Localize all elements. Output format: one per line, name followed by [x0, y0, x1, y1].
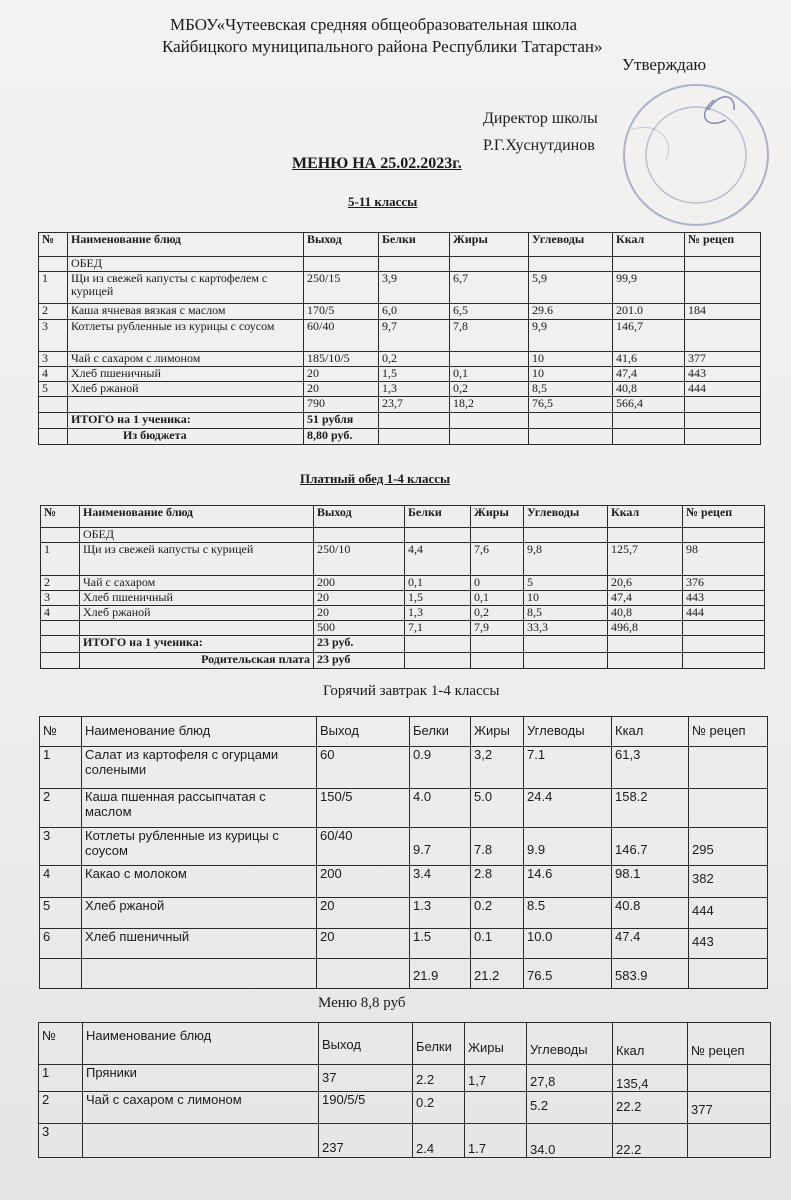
- cell: 2: [39, 1092, 83, 1124]
- col-portion: Выход: [314, 506, 405, 528]
- approve-label: Утверждаю: [622, 55, 707, 74]
- cell: 3: [41, 591, 80, 606]
- cell: 6,7: [450, 272, 529, 304]
- cell: 790: [304, 397, 379, 413]
- cell: [80, 621, 314, 636]
- cell: 158.2: [612, 789, 689, 828]
- cell: 7,9: [471, 621, 524, 636]
- cell: Хлеб ржаной: [80, 606, 314, 621]
- cell: 6,5: [450, 304, 529, 320]
- cell: 1.3: [410, 898, 471, 929]
- totals-row: [39, 397, 761, 413]
- cell: Хлеб ржаной: [82, 898, 317, 929]
- cell: 237: [319, 1124, 413, 1158]
- table-row: [41, 591, 765, 606]
- table-row: [40, 789, 768, 828]
- cell: [689, 747, 768, 789]
- cell: 146,7: [613, 320, 685, 352]
- section-label: ОБЕД: [80, 528, 314, 543]
- cell: 566,4: [613, 397, 685, 413]
- cell: 9,8: [524, 543, 608, 576]
- cell: [40, 959, 82, 989]
- cell: 250/10: [314, 543, 405, 576]
- cell: 10: [529, 367, 613, 382]
- cell: 24.4: [524, 789, 612, 828]
- table-row: [39, 1124, 771, 1158]
- col-portion: Выход: [319, 1023, 413, 1065]
- cell: [450, 352, 529, 367]
- table-row: [39, 367, 761, 382]
- cell: 185/10/5: [304, 352, 379, 367]
- cell: 22.2: [613, 1092, 688, 1124]
- cell: [688, 1065, 771, 1092]
- cell: Салат из картофеля с огурцами солеными: [82, 747, 317, 789]
- cell: 33,3: [524, 621, 608, 636]
- table-row: [41, 576, 765, 591]
- table-row: [39, 272, 761, 304]
- cell: Котлеты рубленные из курицы с соусом: [68, 320, 304, 352]
- col-fat: Жиры: [465, 1023, 527, 1065]
- cell: 444: [683, 606, 765, 621]
- hot-breakfast-caption: Горячий завтрак 1-4 классы: [323, 683, 500, 699]
- cell: 1: [40, 747, 82, 789]
- cell: 190/5/5: [319, 1092, 413, 1124]
- cell: Хлеб пшеничный: [80, 591, 314, 606]
- table-header-row: [39, 1023, 771, 1065]
- cell: 9,9: [529, 320, 613, 352]
- cell: 4: [40, 866, 82, 898]
- col-portion: Выход: [317, 717, 410, 747]
- cell: 3,2: [471, 747, 524, 789]
- parent-fee-label: Родительская плата: [80, 653, 314, 669]
- col-recipe: № рецеп: [688, 1023, 771, 1065]
- cell: 0,1: [471, 591, 524, 606]
- col-carbs: Углеводы: [529, 233, 613, 257]
- director-name: Р.Г.Хуснутдинов: [483, 137, 595, 154]
- cell: 583.9: [612, 959, 689, 989]
- cell: 443: [685, 367, 761, 382]
- col-kcal: Ккал: [613, 1023, 688, 1065]
- cell: 4,4: [405, 543, 471, 576]
- cell: 5: [39, 382, 68, 397]
- director-title: Директор школы: [483, 110, 598, 127]
- cell: Чай с сахаром: [80, 576, 314, 591]
- cell: 3,9: [379, 272, 450, 304]
- cell: 60/40: [317, 828, 410, 866]
- cell: 3: [39, 1124, 83, 1158]
- cell: 0: [471, 576, 524, 591]
- cell: 21.2: [471, 959, 524, 989]
- col-recipe: № рецеп: [683, 506, 765, 528]
- cell: 60/40: [304, 320, 379, 352]
- table-header-row: [41, 506, 765, 528]
- table-row: [39, 382, 761, 397]
- cell: 99,9: [613, 272, 685, 304]
- table-header-row: [39, 233, 761, 257]
- col-carbs: Углеводы: [524, 717, 612, 747]
- cell: 184: [685, 304, 761, 320]
- cell: Хлеб пшеничный: [82, 929, 317, 959]
- cell: 20: [314, 606, 405, 621]
- parent-fee-value: 23 руб: [314, 653, 405, 669]
- cell: 0,2: [379, 352, 450, 367]
- table-row: [39, 1065, 771, 1092]
- cell: 5: [40, 898, 82, 929]
- cell: 1,5: [405, 591, 471, 606]
- cell: 40,8: [608, 606, 683, 621]
- cell: 2.8: [471, 866, 524, 898]
- paid-lunch-caption: Платный обед 1-4 классы: [300, 471, 451, 486]
- cell: 0,1: [405, 576, 471, 591]
- cell: 47,4: [608, 591, 683, 606]
- cell: 4: [41, 606, 80, 621]
- col-carbs: Углеводы: [527, 1023, 613, 1065]
- cell: 61,3: [612, 747, 689, 789]
- table-row: [39, 320, 761, 352]
- col-dish: Наименование блюд: [83, 1023, 319, 1065]
- cell: 0.2: [471, 898, 524, 929]
- menu-88-table: [38, 1022, 771, 1158]
- col-dish: Наименование блюд: [68, 233, 304, 257]
- paid-lunch-table: [40, 505, 765, 669]
- cell: 1,3: [379, 382, 450, 397]
- cell: 7,8: [450, 320, 529, 352]
- cell: 6,0: [379, 304, 450, 320]
- section-row: [39, 257, 761, 272]
- cell: 9.9: [524, 828, 612, 866]
- cell: 3.4: [410, 866, 471, 898]
- cell: 0,1: [450, 367, 529, 382]
- cell: 3: [39, 320, 68, 352]
- cell: 8,5: [524, 606, 608, 621]
- cell: 201.0: [613, 304, 685, 320]
- cell: [689, 959, 768, 989]
- cell: 125,7: [608, 543, 683, 576]
- cell: 200: [317, 866, 410, 898]
- cell: 0.1: [471, 929, 524, 959]
- cell: 10: [529, 352, 613, 367]
- cell: 27,8: [527, 1065, 613, 1092]
- cell: 9.7: [410, 828, 471, 866]
- cell: 1,3: [405, 606, 471, 621]
- table-row: [40, 929, 768, 959]
- cell: 34.0: [527, 1124, 613, 1158]
- col-fat: Жиры: [471, 717, 524, 747]
- menu-table-5-11: [38, 232, 761, 445]
- cell: Щи из свежей капусты с курицей: [80, 543, 314, 576]
- table-row: [41, 543, 765, 576]
- cell: 10: [524, 591, 608, 606]
- table-header-row: [40, 717, 768, 747]
- cell: 98.1: [612, 866, 689, 898]
- cell: 76.5: [524, 959, 612, 989]
- cell: 60: [317, 747, 410, 789]
- col-dish: Наименование блюд: [82, 717, 317, 747]
- cell: 444: [685, 382, 761, 397]
- cell: 150/5: [317, 789, 410, 828]
- col-protein: Белки: [413, 1023, 465, 1065]
- cell: 500: [314, 621, 405, 636]
- cell: 200: [314, 576, 405, 591]
- table-row: [40, 747, 768, 789]
- cell: 5.2: [527, 1092, 613, 1124]
- menu-title: МЕНЮ НА 25.02.2023г.: [292, 155, 462, 172]
- cell: 9,7: [379, 320, 450, 352]
- cell: 0.9: [410, 747, 471, 789]
- cell: Каша пшенная рассыпчатая с маслом: [82, 789, 317, 828]
- budget-label: Из бюджета: [68, 429, 304, 445]
- cell: 2: [39, 304, 68, 320]
- col-fat: Жиры: [471, 506, 524, 528]
- col-carbs: Углеводы: [524, 506, 608, 528]
- col-protein: Белки: [410, 717, 471, 747]
- cell: 0,2: [450, 382, 529, 397]
- cell: [39, 397, 68, 413]
- school-name-line1: МБОУ«Чутеевская средняя общеобразовательная школа: [170, 15, 578, 34]
- col-protein: Белки: [405, 506, 471, 528]
- cell: 295: [689, 828, 768, 866]
- cell: 443: [683, 591, 765, 606]
- cell: 1,7: [465, 1065, 527, 1092]
- cell: 135,4: [613, 1065, 688, 1092]
- col-kcal: Ккал: [612, 717, 689, 747]
- col-recipe: № рецеп: [685, 233, 761, 257]
- col-protein: Белки: [379, 233, 450, 257]
- cell: 444: [689, 898, 768, 929]
- totals-row: [41, 621, 765, 636]
- cell: 14.6: [524, 866, 612, 898]
- cell: Хлеб ржаной: [68, 382, 304, 397]
- total-per-student-row: [39, 413, 761, 429]
- cell: 170/5: [304, 304, 379, 320]
- cell: 1: [39, 272, 68, 304]
- cell: Котлеты рубленные из курицы с соусом: [82, 828, 317, 866]
- cell: 47.4: [612, 929, 689, 959]
- cell: 5: [524, 576, 608, 591]
- cell: 6: [40, 929, 82, 959]
- cell: [685, 397, 761, 413]
- cell: 20: [304, 367, 379, 382]
- cell: [685, 272, 761, 304]
- section-row: [41, 528, 765, 543]
- cell: 8.5: [524, 898, 612, 929]
- cell: 20,6: [608, 576, 683, 591]
- cell: 29.6: [529, 304, 613, 320]
- total-value: 23 руб.: [314, 636, 405, 653]
- cell: 40,8: [613, 382, 685, 397]
- school-stamp: [596, 70, 771, 230]
- totals-row: [40, 959, 768, 989]
- cell: [317, 959, 410, 989]
- cell: 3: [40, 828, 82, 866]
- cell: 7.8: [471, 828, 524, 866]
- cell: 2.4: [413, 1124, 465, 1158]
- table-row: [41, 606, 765, 621]
- cell: Какао с молоком: [82, 866, 317, 898]
- cell: Чай с сахаром с лимоном: [68, 352, 304, 367]
- cell: 7,6: [471, 543, 524, 576]
- total-per-student-row: [41, 636, 765, 653]
- col-kcal: Ккал: [608, 506, 683, 528]
- col-num: №: [41, 506, 80, 528]
- cell: [83, 1124, 319, 1158]
- cell: 5.0: [471, 789, 524, 828]
- cell: 2.2: [413, 1065, 465, 1092]
- cell: [685, 320, 761, 352]
- cell: 377: [685, 352, 761, 367]
- cell: 146.7: [612, 828, 689, 866]
- menu-88-caption: Меню 8,8 руб: [318, 995, 406, 1011]
- cell: 20: [317, 929, 410, 959]
- col-fat: Жиры: [450, 233, 529, 257]
- col-portion: Выход: [304, 233, 379, 257]
- cell: 4.0: [410, 789, 471, 828]
- col-recipe: № рецеп: [689, 717, 768, 747]
- cell: 37: [319, 1065, 413, 1092]
- cell: 382: [689, 866, 768, 898]
- cell: 2: [41, 576, 80, 591]
- cell: 40.8: [612, 898, 689, 929]
- cell: 98: [683, 543, 765, 576]
- cell: Чай с сахаром с лимоном: [83, 1092, 319, 1124]
- cell: [82, 959, 317, 989]
- cell: 1.5: [410, 929, 471, 959]
- cell: [68, 397, 304, 413]
- col-kcal: Ккал: [613, 233, 685, 257]
- cell: 3: [39, 352, 68, 367]
- cell: 376: [683, 576, 765, 591]
- cell: Щи из свежей капусты с картофелем с курицей: [68, 272, 304, 304]
- cell: 7,1: [405, 621, 471, 636]
- cell: 8,5: [529, 382, 613, 397]
- cell: 18,2: [450, 397, 529, 413]
- table-row: [39, 1092, 771, 1124]
- classes-subtitle: 5-11 классы: [348, 194, 418, 209]
- cell: 250/15: [304, 272, 379, 304]
- cell: 1,5: [379, 367, 450, 382]
- table-row: [40, 898, 768, 929]
- cell: 20: [304, 382, 379, 397]
- cell: 10.0: [524, 929, 612, 959]
- col-dish: Наименование блюд: [80, 506, 314, 528]
- cell: 21.9: [410, 959, 471, 989]
- cell: 1.7: [465, 1124, 527, 1158]
- cell: 20: [314, 591, 405, 606]
- parent-fee-row: [41, 653, 765, 669]
- col-num: №: [39, 1023, 83, 1065]
- cell: 1: [41, 543, 80, 576]
- school-name-line2: Кайбицкого муниципального района Республики Татарстан»: [162, 37, 603, 56]
- cell: 377: [688, 1092, 771, 1124]
- cell: Пряники: [83, 1065, 319, 1092]
- section-label: ОБЕД: [68, 257, 304, 272]
- budget-row: [39, 429, 761, 445]
- cell: [689, 789, 768, 828]
- cell: 7.1: [524, 747, 612, 789]
- cell: 496,8: [608, 621, 683, 636]
- cell: 47,4: [613, 367, 685, 382]
- cell: [465, 1092, 527, 1124]
- cell: 5,9: [529, 272, 613, 304]
- cell: 20: [317, 898, 410, 929]
- total-value: 51 рубля: [304, 413, 379, 429]
- cell: 41,6: [613, 352, 685, 367]
- cell: 23,7: [379, 397, 450, 413]
- cell: [41, 621, 80, 636]
- table-row: [39, 304, 761, 320]
- budget-value: 8,80 руб.: [304, 429, 379, 445]
- table-row: [40, 828, 768, 866]
- cell: 1: [39, 1065, 83, 1092]
- cell: 0,2: [471, 606, 524, 621]
- cell: 2: [40, 789, 82, 828]
- cell: 4: [39, 367, 68, 382]
- cell: [688, 1124, 771, 1158]
- cell: 0.2: [413, 1092, 465, 1124]
- cell: Каша ячневая вязкая с маслом: [68, 304, 304, 320]
- cell: [683, 621, 765, 636]
- cell: 22.2: [613, 1124, 688, 1158]
- col-num: №: [40, 717, 82, 747]
- cell: Хлеб пшеничный: [68, 367, 304, 382]
- cell: 443: [689, 929, 768, 959]
- total-label: ИТОГО на 1 ученика:: [80, 636, 314, 653]
- total-label: ИТОГО на 1 ученика:: [68, 413, 304, 429]
- cell: 76,5: [529, 397, 613, 413]
- table-row: [40, 866, 768, 898]
- hot-breakfast-table: [39, 716, 768, 989]
- table-row: [39, 352, 761, 367]
- col-num: №: [39, 233, 68, 257]
